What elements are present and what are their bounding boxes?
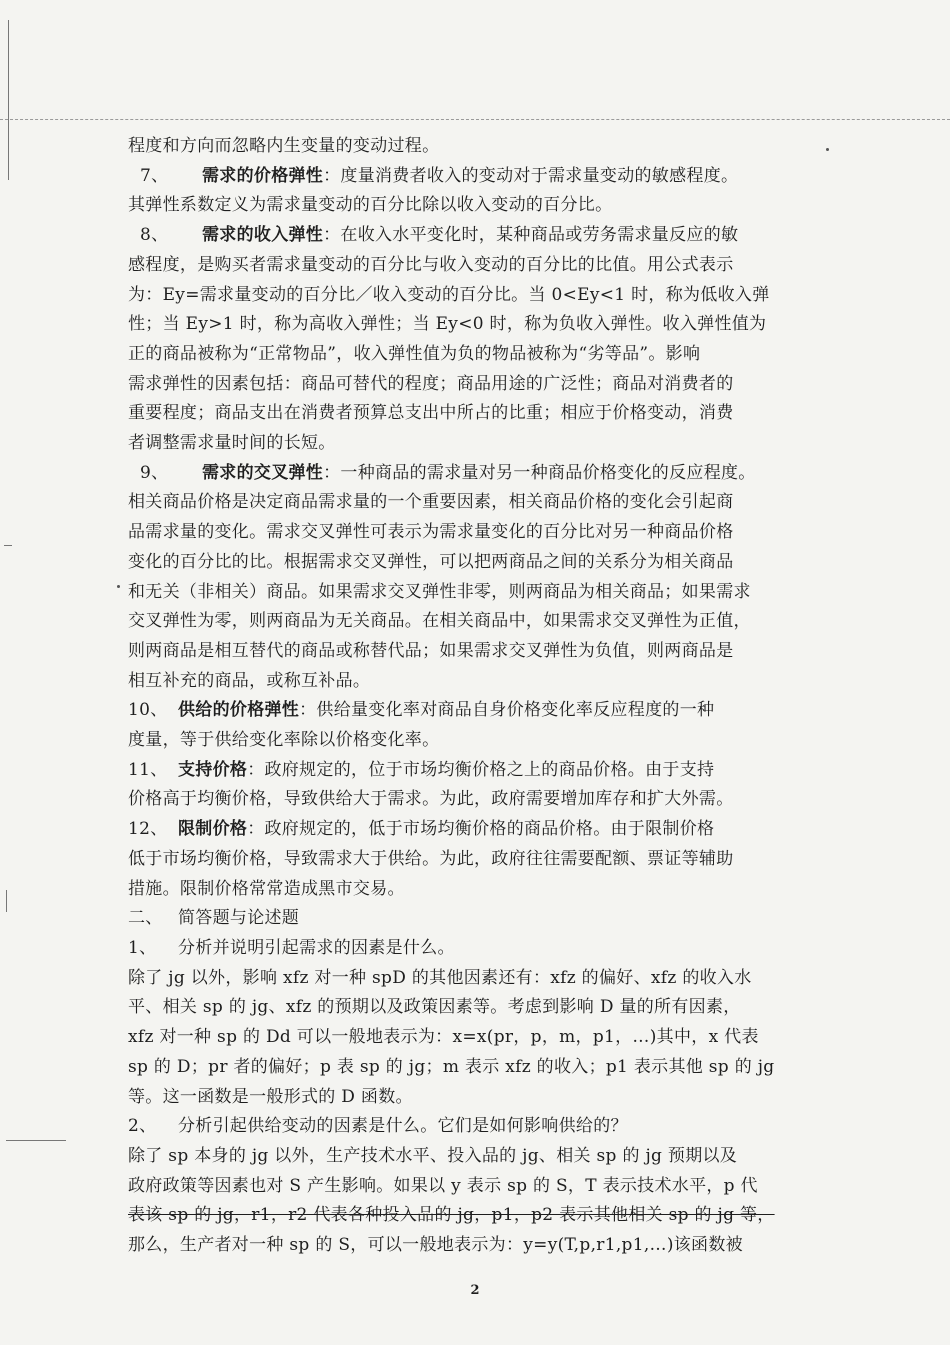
term: 需求的交叉弹性 xyxy=(202,462,324,483)
question-heading: 1、 分析并说明引起需求的因素是什么。 xyxy=(128,937,455,958)
section-heading: 二、 简答题与论述题 xyxy=(128,908,300,929)
term: 限制价格 xyxy=(178,819,248,840)
definition-item: 7、 需求的价格弹性：度量消费者收入的变动对于需求量变动的敏感程度。 xyxy=(140,165,739,186)
margin-mark xyxy=(8,20,9,180)
margin-mark xyxy=(6,1140,66,1141)
definition-item: 10、 供给的价格弹性：供给量变化率对商品自身价格变化率反应程度的一种 xyxy=(128,700,715,721)
scan-speck xyxy=(117,585,120,588)
page-number: 2 xyxy=(470,1283,480,1298)
term: 需求的收入弹性 xyxy=(202,225,324,246)
definition-item: 8、 需求的收入弹性：在收入水平变化时，某种商品或劳务需求量反应的敏 xyxy=(140,225,739,246)
margin-mark xyxy=(4,545,12,546)
document-body: 程度和方向而忽略内生变量的变动过程。 7、 需求的价格弹性：度量消费者收入的变动对于需求量变动的敏感程度。 其弹性系数定义为需求量变动的百分比除以收入变动的百分比。 8、 需求的收入弹性：在收入水平变化时，某种商品或劳务需求量反应的敏 感程度，是购买者需求量变动的百分比与收入变动的百分比的比值。用公式表示 为：Ey=需求量变动的百分比／收入变动的百分比。当 0<Ey<1 时，称为低收入弹 性；当 Ey>1 时，称为高收入弹性；当 Ey<0 时，称为负收入弹性。收入弹性值为 正的商品被称为“正常物品”，收入弹性值为负的物品被称为“劣等品”。影响 需求弹性的因素包括：商品可替代的程度；商品用途的广泛性；商品对消费者的 重要程度；商品支出在消费者预算总支出中所占的比重；相应于价格变动，消费 者调整需求量时间的长短。 9、 需求的交叉弹性：一种商品的需求量对另一种商品价格变化的反应程度。 相关商品价格是决定商品需求量的一个重要因素，相关商品价格的变化会引起商 品需求量的变化。需求交叉弹性可表示为需求量变化的百分比对另一种商品价格 变化的百分比的比。根据需求交叉弹性，可以把两商品之间的关系分为相关商品 和无关（非相关）商品。如果需求交叉弹性非零，则两商品为相关商品；如果需求 交叉弹性为零，则两商品为无关商品。在相关商品中，如果需求交叉弹性为正值， 则两商品是相互替代的商品或称替代品；如果需求交叉弹性为负值，则两商品是 相互补充的商品，或称互补品。 10、 供给的价格弹性：供给量变化率对商品自身价格变化率反应程度的一种 度量，等于供给变化率除以价格变化率。 11、 支持价格：政府规定的，位于市场均衡价格之上的商品价格。由于支持 价格高于均衡价格，导致供给大于需求。为此，政府需要增加库存和扩大外需。 12、 限制价格：政府规定的，低于市场均衡价格的商品价格。由于限制价格 低于市场均衡价格，导致需求大于供给。为此，政府往往需要配额、票证等辅助 措施。限制价格常常造成黑市交易。 二、 简答题与论述题 1、 分析并说明引起需求的因素是什么。 除了 jg 以外，影响 xfz 对一种 spD 的其他因素还有：xfz 的偏好、xfz 的收入水 平、相关 sp 的 jg、xfz 的预期以及政策因素等。考虑到影响 D 量的所有因素， xfz 对一种 sp 的 Dd 可以一般地表示为：x=x(pr，p，m，p1，…)其中，x 代表 sp 的 D；pr 者的偏好；p 表 sp 的 jg；m 表示 xfz 的收入；p1 表示其他 sp 的 jg 等。这一函数是一般形式的 D 函数。 2、 分析引起供给变动的因素是什么。它们是如何影响供给的？ 除了 sp 本身的 jg 以外，生产技术水平、投入品的 jg、相关 sp 的 jg 预期以及 政府政策等因素也对 S 产生影响。如果以 y 表示 sp 的 S，T 表示技术水平，p 代 表该 sp 的 jg，r1，r2 代表各种投入品的 jg，p1，p2 表示其他相关 sp 的 jg 等， 那么，生产者对一种 sp 的 S，可以一般地表示为：y=y(T,p,r1,p1,…)该函数被 xyxy=(128,132,798,1261)
question-heading: 2、 分析引起供给变动的因素是什么。它们是如何影响供给的？ xyxy=(128,1116,628,1137)
term: 需求的价格弹性 xyxy=(202,165,324,186)
continued-line: 程度和方向而忽略内生变量的变动过程。 xyxy=(128,136,440,156)
scan-speck xyxy=(826,148,829,151)
definition-item: 11、 支持价格：政府规定的，位于市场均衡价格之上的商品价格。由于支持 xyxy=(128,759,715,780)
term: 供给的价格弹性 xyxy=(178,700,300,721)
definition-item: 9、 需求的交叉弹性：一种商品的需求量对另一种商品价格变化的反应程度。 xyxy=(140,462,756,483)
definition-item: 12、 限制价格：政府规定的，低于市场均衡价格的商品价格。由于限制价格 xyxy=(128,819,715,840)
struck-line: 表该 sp 的 jg，r1，r2 代表各种投入品的 jg，p1，p2 表示其他相关 sp 的 jg 等， xyxy=(128,1205,775,1226)
term: 支持价格 xyxy=(178,759,248,780)
margin-mark xyxy=(6,890,7,912)
header-rule xyxy=(0,119,950,120)
